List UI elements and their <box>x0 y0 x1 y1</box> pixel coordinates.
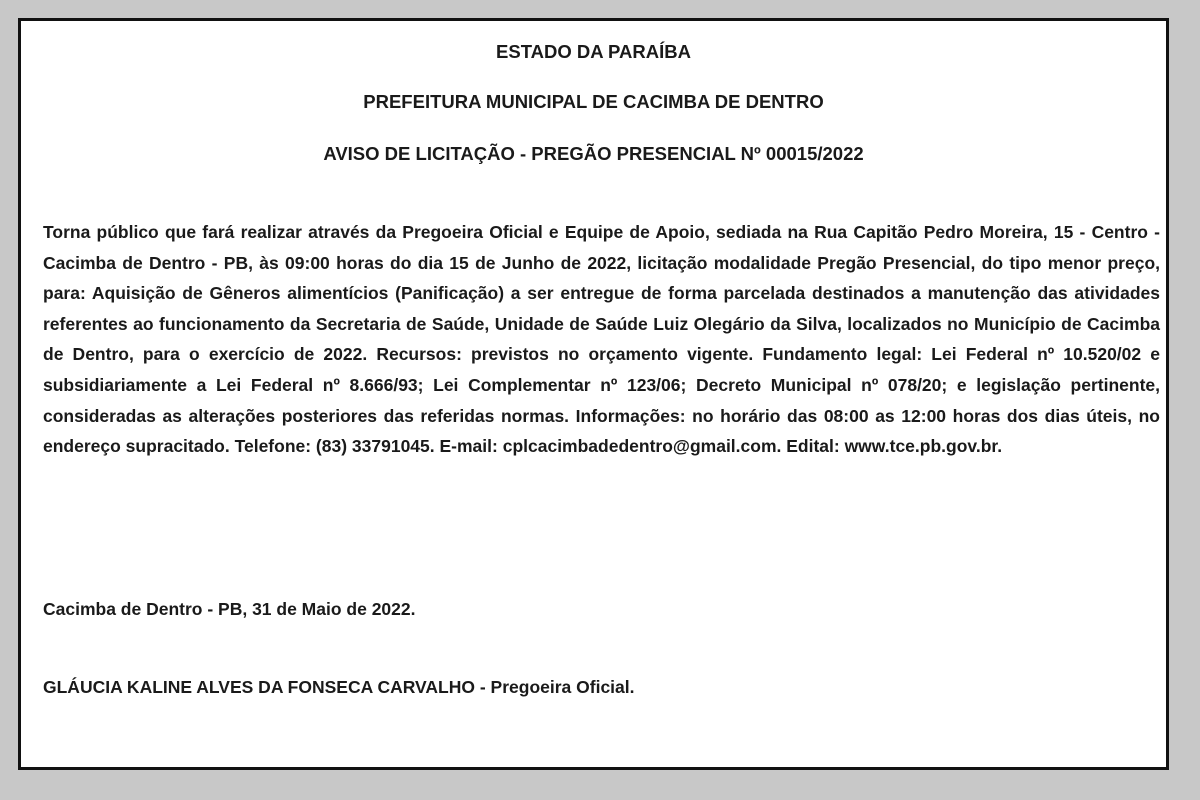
notice-document <box>18 18 1169 770</box>
state-heading: ESTADO DA PARAÍBA <box>496 41 691 62</box>
notice-body-paragraph: Torna público que fará realizar através da Pregoeira Oficial e Equipe de Apoio, sediada na Rua Capitão Pedro Moreira, 15 - Centro - Cacimba de Dentro - PB, às 09:00 horas do dia 15 de Junho de 2022, licitação modalidade Pregão Presencial, do tipo menor preço, para: Aquisição de Gêneros alimentícios (Panificação) a ser entregue de forma parcelada destinados a manutenção das atividades referentes ao funcionamento da Secretaria de Saúde, Unidade de Saúde Luiz Olegário da Silva, localizados no Município de Cacimba de Dentro, para o exercício de 2022. Recursos: previstos no orçamento vigente. Fundamento legal: Lei Federal nº 10.520/02 e subsidiariamente a Lei Federal nº 8.666/93; Lei Complementar nº 123/06; Decreto Municipal nº 078/20; e legislação pertinente, consideradas as alterações posteriores das referidas normas. Informações: no horário das 08:00 as 12:00 horas dos dias úteis, no endereço supracitado. Telefone: (83) 33791045. E-mail: cplcacimbadedentro@gmail.com. Edital: www.tce.pb.gov.br. <box>43 222 1160 457</box>
notice-date: Cacimba de Dentro - PB, 31 de Maio de 2022. <box>43 599 416 619</box>
notice-title: AVISO DE LICITAÇÃO - PREGÃO PRESENCIAL Nº 00015/2022 <box>323 143 864 164</box>
notice-signatory: GLÁUCIA KALINE ALVES DA FONSECA CARVALHO - Pregoeira Oficial. <box>43 677 635 697</box>
prefecture-heading: PREFEITURA MUNICIPAL DE CACIMBA DE DENTRO <box>363 91 824 112</box>
